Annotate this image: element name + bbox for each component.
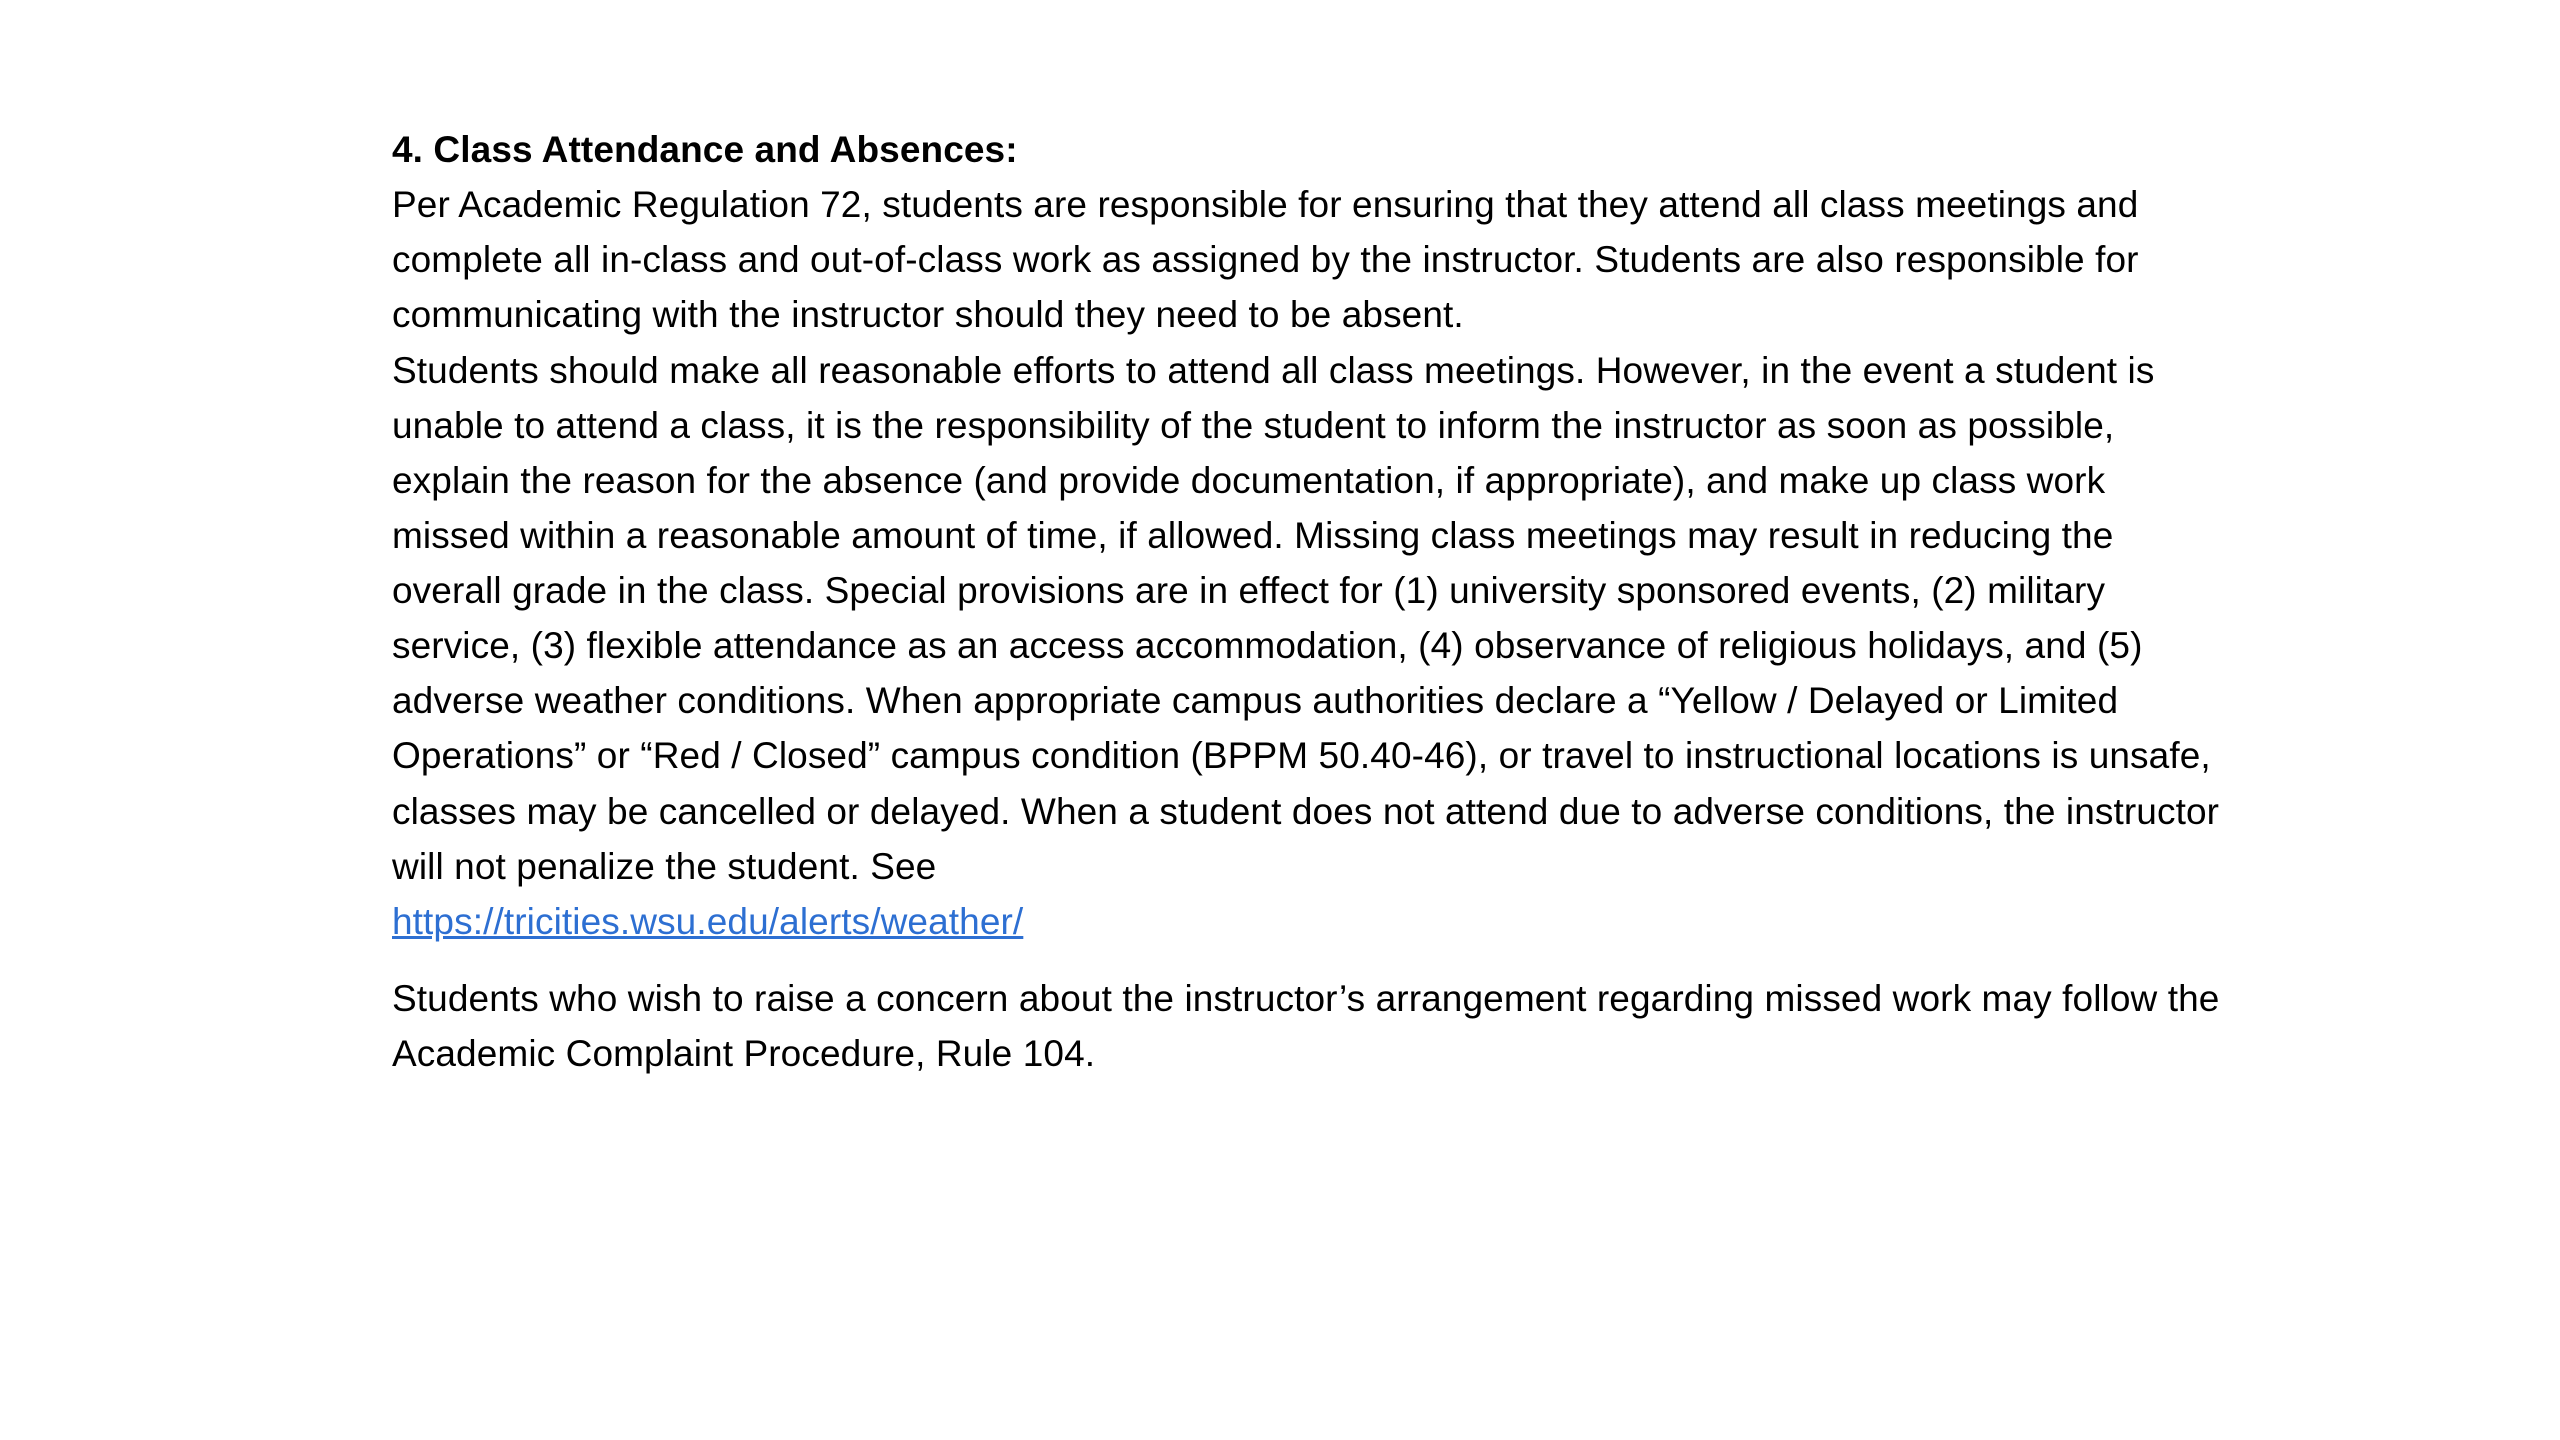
paragraph-attendance-responsibility: Per Academic Regulation 72, students are responsible for ensuring that they attend all class meetings and complete all in-class and out-of-class work as assigned by the instructor. Students are also responsible for communicating with the instructor should they need to be absent. (392, 184, 2139, 336)
document-body (392, 122, 2222, 1081)
paragraph-absence-policy: Students should make all reasonable efforts to attend all class meetings. However, in the event a student is unable to attend a class, it is the responsibility of the student to inform the instructor as soon as possible, explain the reason for the absence (and provide documentation, if appropriate), and make up class work missed within a reasonable amount of time, if allowed. Missing class meetings may result in reducing the overall grade in the class. Special provisions are in effect for (1) university sponsored events, (2) military service, (3) flexible attendance as an access accommodation, (4) observance of religious holidays, and (5) adverse weather conditions. When appropriate campus authorities declare a “Yellow / Delayed or Limited Operations” or “Red / Closed” campus condition (BPPM 50.40-46), or travel to instructional locations is unsafe, classes may be cancelled or delayed. When a student does not attend due to adverse conditions, the instructor will not penalize the student. See (392, 349, 2220, 887)
weather-link-line (392, 894, 2222, 949)
paragraph-complaint-procedure: Students who wish to raise a concern about the instructor’s arrangement regarding missed work may follow the Academic Complaint Procedure, Rule 104. (392, 977, 2220, 1074)
section-heading: 4. Class Attendance and Absences: (392, 129, 1018, 170)
weather-alerts-link[interactable]: https://tricities.wsu.edu/alerts/weather/ (392, 900, 1024, 942)
